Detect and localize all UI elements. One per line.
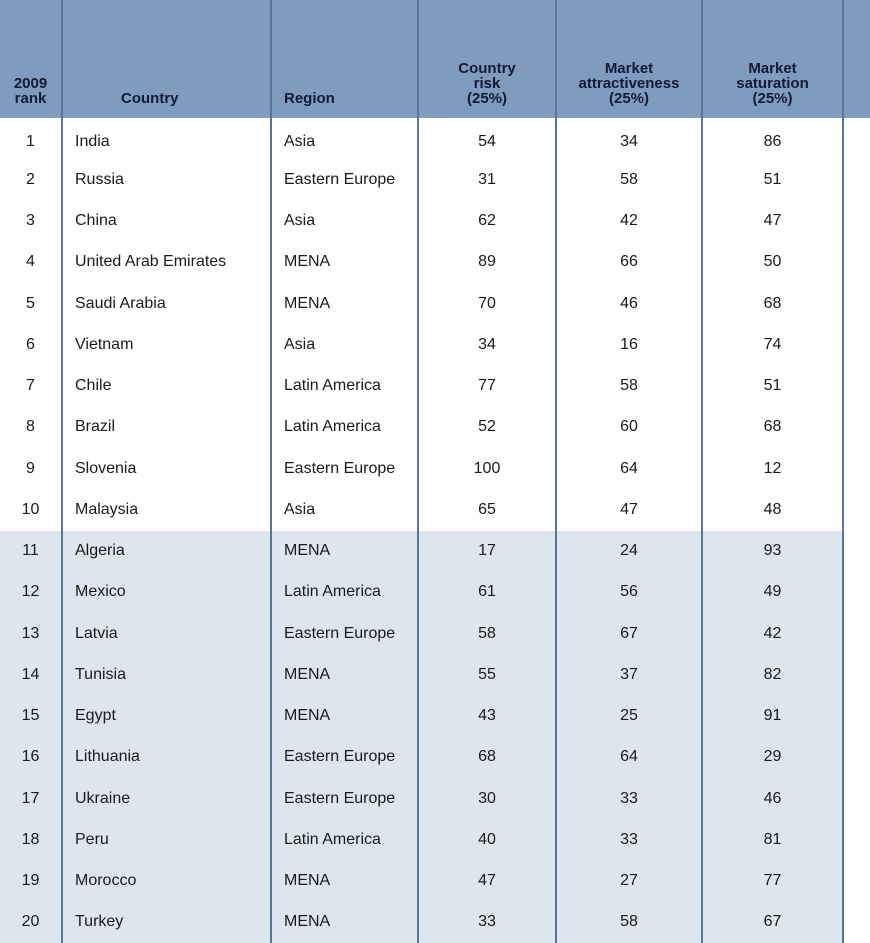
country-risk-cell: 61 <box>418 572 556 613</box>
market-attractiveness-cell: 56 <box>556 572 702 613</box>
rank-cell: 2 <box>0 159 62 200</box>
header-market-saturation-line2: saturation <box>736 75 809 92</box>
market-saturation-cell: 81 <box>702 819 843 860</box>
region-cell: MENA <box>271 861 418 902</box>
country-cell: Egypt <box>62 696 271 737</box>
rank-cell: 11 <box>0 531 62 572</box>
region-cell: MENA <box>271 902 418 943</box>
rank-cell: 9 <box>0 448 62 489</box>
table-row <box>0 737 870 778</box>
market-saturation-cell: 12 <box>702 448 843 489</box>
market-saturation-cell: 46 <box>702 778 843 819</box>
region-cell: MENA <box>271 654 418 695</box>
table-row <box>0 407 870 448</box>
header-row <box>0 0 870 118</box>
header-market-attractiveness <box>556 0 702 118</box>
market-attractiveness-cell: 42 <box>556 201 702 242</box>
rank-cell: 4 <box>0 242 62 283</box>
market-attractiveness-cell: 64 <box>556 448 702 489</box>
header-market-saturation-line1: Market <box>748 60 797 77</box>
country-risk-cell: 52 <box>418 407 556 448</box>
country-risk-cell: 70 <box>418 283 556 324</box>
table-row <box>0 861 870 902</box>
header-country-risk-line3: (25%) <box>466 90 507 107</box>
pad-cell <box>843 448 870 489</box>
country-risk-cell: 100 <box>418 448 556 489</box>
country-cell: United Arab Emirates <box>62 242 271 283</box>
header-market-attractiveness-line2: attractiveness <box>578 75 680 92</box>
market-saturation-cell: 49 <box>702 572 843 613</box>
table-body <box>0 118 870 943</box>
region-cell: Asia <box>271 201 418 242</box>
rank-cell: 16 <box>0 737 62 778</box>
header-rank-line1: 2009 <box>13 75 48 92</box>
market-attractiveness-cell: 25 <box>556 696 702 737</box>
region-cell: Eastern Europe <box>271 613 418 654</box>
region-cell: Eastern Europe <box>271 778 418 819</box>
country-risk-cell: 30 <box>418 778 556 819</box>
table-row <box>0 572 870 613</box>
region-cell: MENA <box>271 242 418 283</box>
market-saturation-cell: 51 <box>702 366 843 407</box>
market-attractiveness-cell: 46 <box>556 283 702 324</box>
table-row <box>0 654 870 695</box>
market-saturation-cell: 50 <box>702 242 843 283</box>
pad-cell <box>843 572 870 613</box>
country-risk-cell: 68 <box>418 737 556 778</box>
market-attractiveness-cell: 58 <box>556 366 702 407</box>
pad-cell <box>843 902 870 943</box>
table-row <box>0 366 870 407</box>
rank-cell: 12 <box>0 572 62 613</box>
pad-cell <box>843 654 870 695</box>
rank-cell: 19 <box>0 861 62 902</box>
country-cell: Mexico <box>62 572 271 613</box>
market-saturation-cell: 74 <box>702 324 843 365</box>
market-saturation-cell: 42 <box>702 613 843 654</box>
rank-cell: 3 <box>0 201 62 242</box>
rank-cell: 14 <box>0 654 62 695</box>
rank-cell: 6 <box>0 324 62 365</box>
market-attractiveness-cell: 58 <box>556 902 702 943</box>
country-risk-cell: 43 <box>418 696 556 737</box>
market-saturation-cell: 47 <box>702 201 843 242</box>
market-saturation-cell: 68 <box>702 283 843 324</box>
market-attractiveness-cell: 24 <box>556 531 702 572</box>
country-cell: Brazil <box>62 407 271 448</box>
pad-cell <box>843 366 870 407</box>
country-cell: Lithuania <box>62 737 271 778</box>
country-risk-cell: 54 <box>418 118 556 159</box>
market-attractiveness-cell: 16 <box>556 324 702 365</box>
header-country-risk-line1: Country <box>458 60 516 77</box>
country-cell: Algeria <box>62 531 271 572</box>
table-row <box>0 531 870 572</box>
market-attractiveness-cell: 66 <box>556 242 702 283</box>
market-attractiveness-cell: 27 <box>556 861 702 902</box>
region-cell: Eastern Europe <box>271 737 418 778</box>
table-row <box>0 324 870 365</box>
market-attractiveness-cell: 64 <box>556 737 702 778</box>
table-row <box>0 159 870 200</box>
country-cell: India <box>62 118 271 159</box>
header-country: Country <box>62 0 271 118</box>
table-row <box>0 613 870 654</box>
table-row <box>0 118 870 159</box>
market-attractiveness-cell: 67 <box>556 613 702 654</box>
region-cell: Eastern Europe <box>271 448 418 489</box>
table-row <box>0 201 870 242</box>
region-cell: Eastern Europe <box>271 159 418 200</box>
market-attractiveness-cell: 37 <box>556 654 702 695</box>
market-saturation-cell: 91 <box>702 696 843 737</box>
header-rank-line2: rank <box>14 90 47 107</box>
pad-cell <box>843 737 870 778</box>
header-market-saturation <box>702 0 843 118</box>
pad-cell <box>843 696 870 737</box>
pad-cell <box>843 201 870 242</box>
country-cell: China <box>62 201 271 242</box>
rank-cell: 10 <box>0 489 62 530</box>
country-risk-cell: 33 <box>418 902 556 943</box>
table-row <box>0 696 870 737</box>
country-cell: Malaysia <box>62 489 271 530</box>
rank-cell: 7 <box>0 366 62 407</box>
header-rank <box>0 0 62 118</box>
country-cell: Morocco <box>62 861 271 902</box>
table-row <box>0 819 870 860</box>
country-cell: Tunisia <box>62 654 271 695</box>
pad-cell <box>843 819 870 860</box>
table-row <box>0 242 870 283</box>
market-attractiveness-cell: 33 <box>556 778 702 819</box>
region-cell: MENA <box>271 283 418 324</box>
market-attractiveness-cell: 58 <box>556 159 702 200</box>
header-country-risk <box>418 0 556 118</box>
country-cell: Ukraine <box>62 778 271 819</box>
table-row <box>0 448 870 489</box>
market-saturation-cell: 86 <box>702 118 843 159</box>
market-saturation-cell: 51 <box>702 159 843 200</box>
pad-cell <box>843 324 870 365</box>
header-region: Region <box>271 0 418 118</box>
pad-cell <box>843 778 870 819</box>
table-row <box>0 902 870 943</box>
country-risk-cell: 40 <box>418 819 556 860</box>
country-risk-cell: 89 <box>418 242 556 283</box>
market-saturation-cell: 67 <box>702 902 843 943</box>
region-cell: MENA <box>271 531 418 572</box>
table-row <box>0 489 870 530</box>
pad-cell <box>843 861 870 902</box>
region-cell: Asia <box>271 489 418 530</box>
country-cell: Vietnam <box>62 324 271 365</box>
rank-cell: 17 <box>0 778 62 819</box>
market-attractiveness-cell: 33 <box>556 819 702 860</box>
market-attractiveness-cell: 60 <box>556 407 702 448</box>
country-cell: Saudi Arabia <box>62 283 271 324</box>
pad-cell <box>843 159 870 200</box>
header-country-risk-line2: risk <box>473 75 501 92</box>
market-saturation-cell: 82 <box>702 654 843 695</box>
country-cell: Peru <box>62 819 271 860</box>
country-risk-cell: 47 <box>418 861 556 902</box>
country-risk-cell: 34 <box>418 324 556 365</box>
country-cell: Chile <box>62 366 271 407</box>
header-market-attractiveness-line1: Market <box>604 60 654 77</box>
pad-cell <box>843 407 870 448</box>
table-row <box>0 283 870 324</box>
region-cell: Latin America <box>271 407 418 448</box>
region-cell: Asia <box>271 324 418 365</box>
country-risk-cell: 31 <box>418 159 556 200</box>
country-risk-cell: 55 <box>418 654 556 695</box>
region-cell: MENA <box>271 696 418 737</box>
rank-cell: 18 <box>0 819 62 860</box>
market-saturation-cell: 93 <box>702 531 843 572</box>
pad-cell <box>843 283 870 324</box>
country-cell: Latvia <box>62 613 271 654</box>
market-attractiveness-cell: 47 <box>556 489 702 530</box>
country-risk-cell: 17 <box>418 531 556 572</box>
region-cell: Latin America <box>271 572 418 613</box>
pad-cell <box>843 531 870 572</box>
market-attractiveness-cell: 34 <box>556 118 702 159</box>
pad-cell <box>843 489 870 530</box>
country-risk-cell: 65 <box>418 489 556 530</box>
country-risk-cell: 58 <box>418 613 556 654</box>
table-row <box>0 778 870 819</box>
region-cell: Asia <box>271 118 418 159</box>
rank-cell: 8 <box>0 407 62 448</box>
rank-cell: 5 <box>0 283 62 324</box>
country-cell: Russia <box>62 159 271 200</box>
rank-cell: 15 <box>0 696 62 737</box>
market-saturation-cell: 29 <box>702 737 843 778</box>
country-risk-cell: 62 <box>418 201 556 242</box>
region-cell: Latin America <box>271 366 418 407</box>
market-saturation-cell: 77 <box>702 861 843 902</box>
pad-cell <box>843 242 870 283</box>
pad-cell <box>843 613 870 654</box>
market-saturation-cell: 68 <box>702 407 843 448</box>
header-market-saturation-line3: (25%) <box>752 90 793 107</box>
country-cell: Turkey <box>62 902 271 943</box>
header-market-attractiveness-line3: (25%) <box>608 90 649 107</box>
region-cell: Latin America <box>271 819 418 860</box>
rank-cell: 20 <box>0 902 62 943</box>
country-risk-cell: 77 <box>418 366 556 407</box>
pad-cell <box>843 118 870 159</box>
rank-cell: 13 <box>0 613 62 654</box>
header-pad <box>843 0 870 118</box>
country-cell: Slovenia <box>62 448 271 489</box>
market-saturation-cell: 48 <box>702 489 843 530</box>
rank-cell: 1 <box>0 118 62 159</box>
